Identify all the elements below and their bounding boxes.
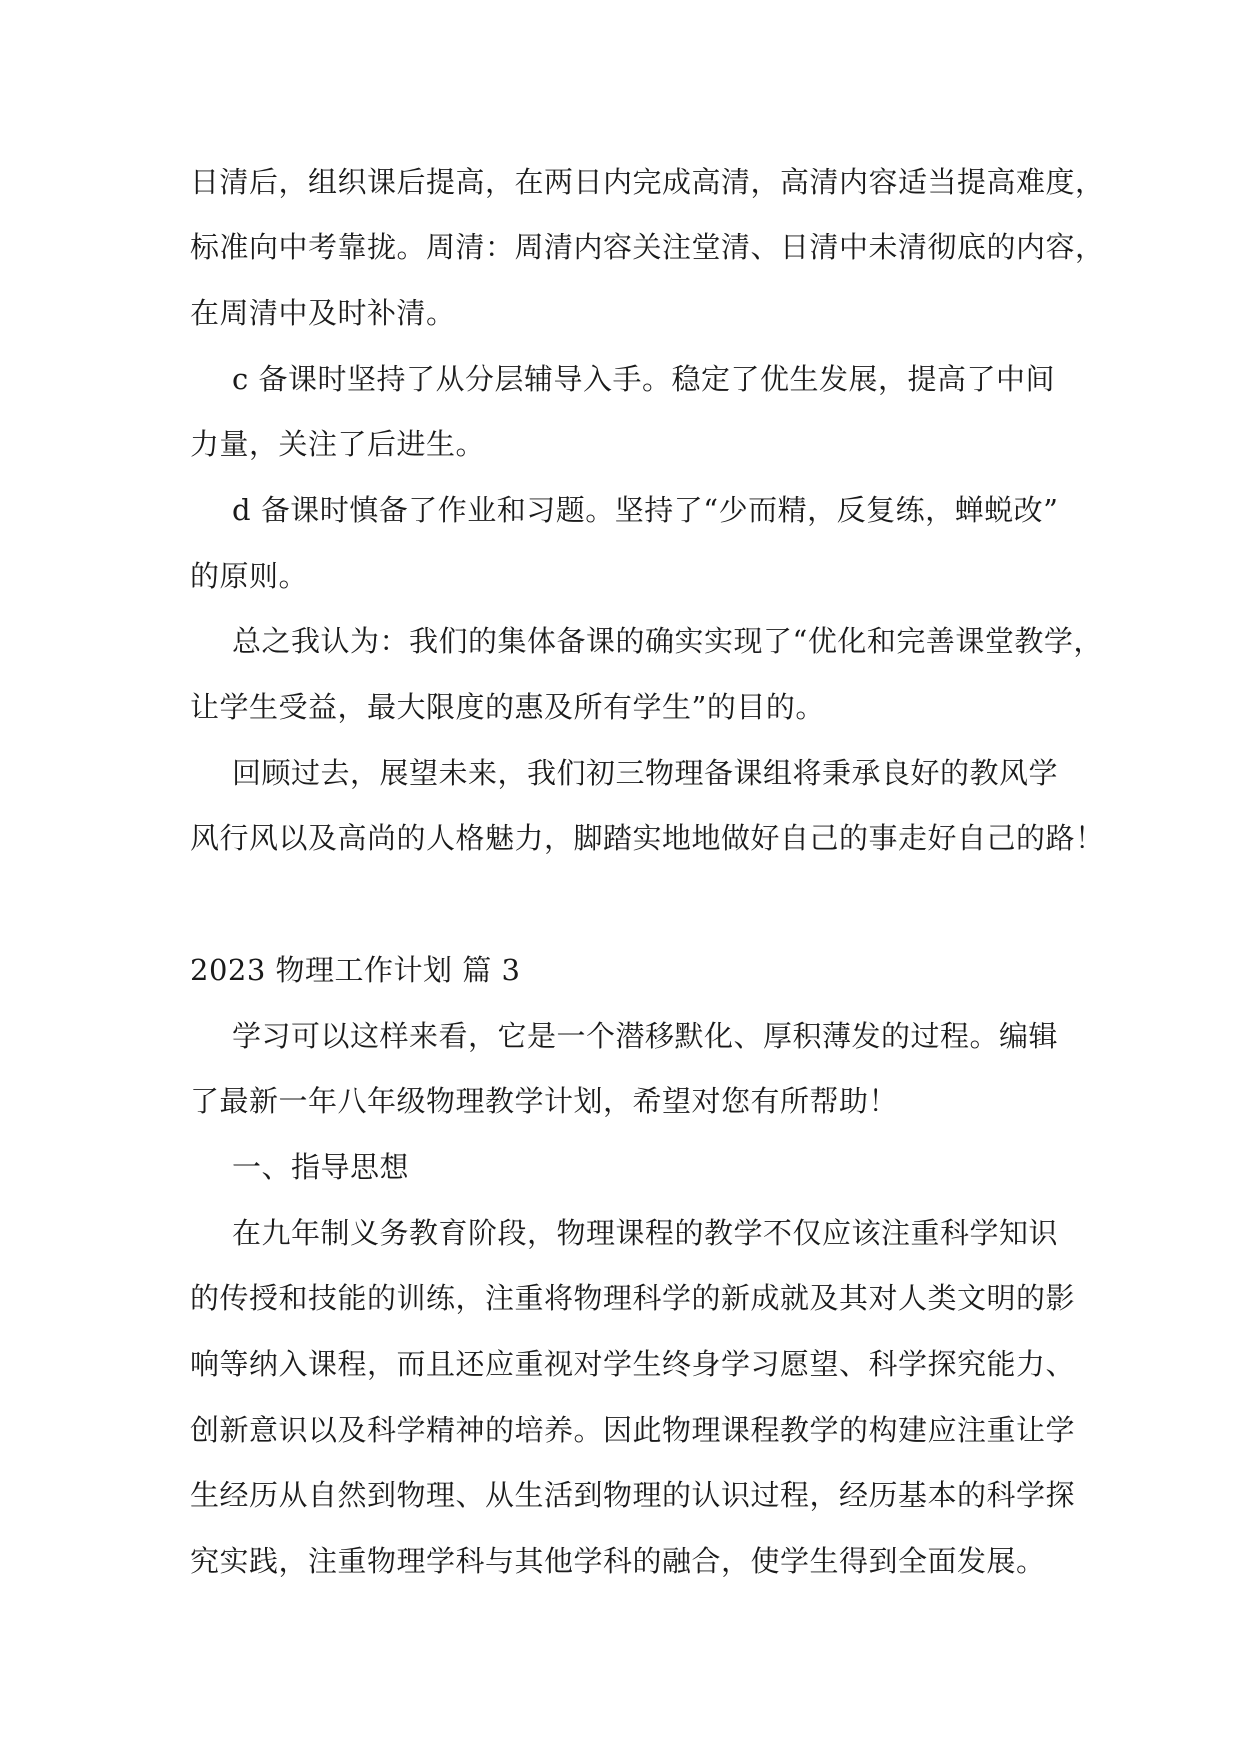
text-line: 的传授和技能的训练，注重将物理科学的新成就及其对人类文明的影 xyxy=(190,1281,1076,1315)
text-line: 了最新一年八年级物理教学计划，希望对您有所帮助！ xyxy=(190,1084,899,1118)
text-line: 回顾过去，展望未来，我们初三物理备课组将秉承良好的教风学 xyxy=(232,756,1059,790)
text-line: 的原则。 xyxy=(190,559,309,593)
text-line: d 备课时慎备了作业和习题。坚持了“少而精，反复练，蝉蜕改” xyxy=(232,493,1059,527)
text-line: 日清后，组织课后提高，在两日内完成高清，高清内容适当提高难度， xyxy=(190,165,1105,199)
text-line: 总之我认为：我们的集体备课的确实实现了“优化和完善课堂教学， xyxy=(232,624,1103,658)
section-heading: 2023 物理工作计划 篇 3 xyxy=(190,953,521,987)
text-line: 究实践，注重物理学科与其他学科的融合，使学生得到全面发展。 xyxy=(190,1544,1046,1578)
text-line: 响等纳入课程，而且还应重视对学生终身学习愿望、科学探究能力、 xyxy=(190,1347,1076,1381)
text-line: 学习可以这样来看，它是一个潜移默化、厚积薄发的过程。编辑 xyxy=(232,1019,1059,1053)
subsection-heading: 一、指导思想 xyxy=(232,1150,410,1184)
text-line: 在周清中及时补清。 xyxy=(190,296,456,330)
text-line: c 备课时坚持了从分层辅导入手。稳定了优生发展，提高了中间 xyxy=(232,362,1055,396)
text-line: 风行风以及高尚的人格魅力，脚踏实地地做好自己的事走好自己的路！ xyxy=(190,821,1105,855)
text-line: 在九年制义务教育阶段，物理课程的教学不仅应该注重科学知识 xyxy=(232,1216,1059,1250)
text-line: 标准向中考靠拢。周清：周清内容关注堂清、日清中未清彻底的内容， xyxy=(190,230,1105,264)
text-line: 创新意识以及科学精神的培养。因此物理课程教学的构建应注重让学 xyxy=(190,1413,1076,1447)
text-line: 生经历从自然到物理、从生活到物理的认识过程，经历基本的科学探 xyxy=(190,1478,1076,1512)
text-line: 让学生受益，最大限度的惠及所有学生”的目的。 xyxy=(190,690,825,724)
text-line: 力量，关注了后进生。 xyxy=(190,427,486,461)
